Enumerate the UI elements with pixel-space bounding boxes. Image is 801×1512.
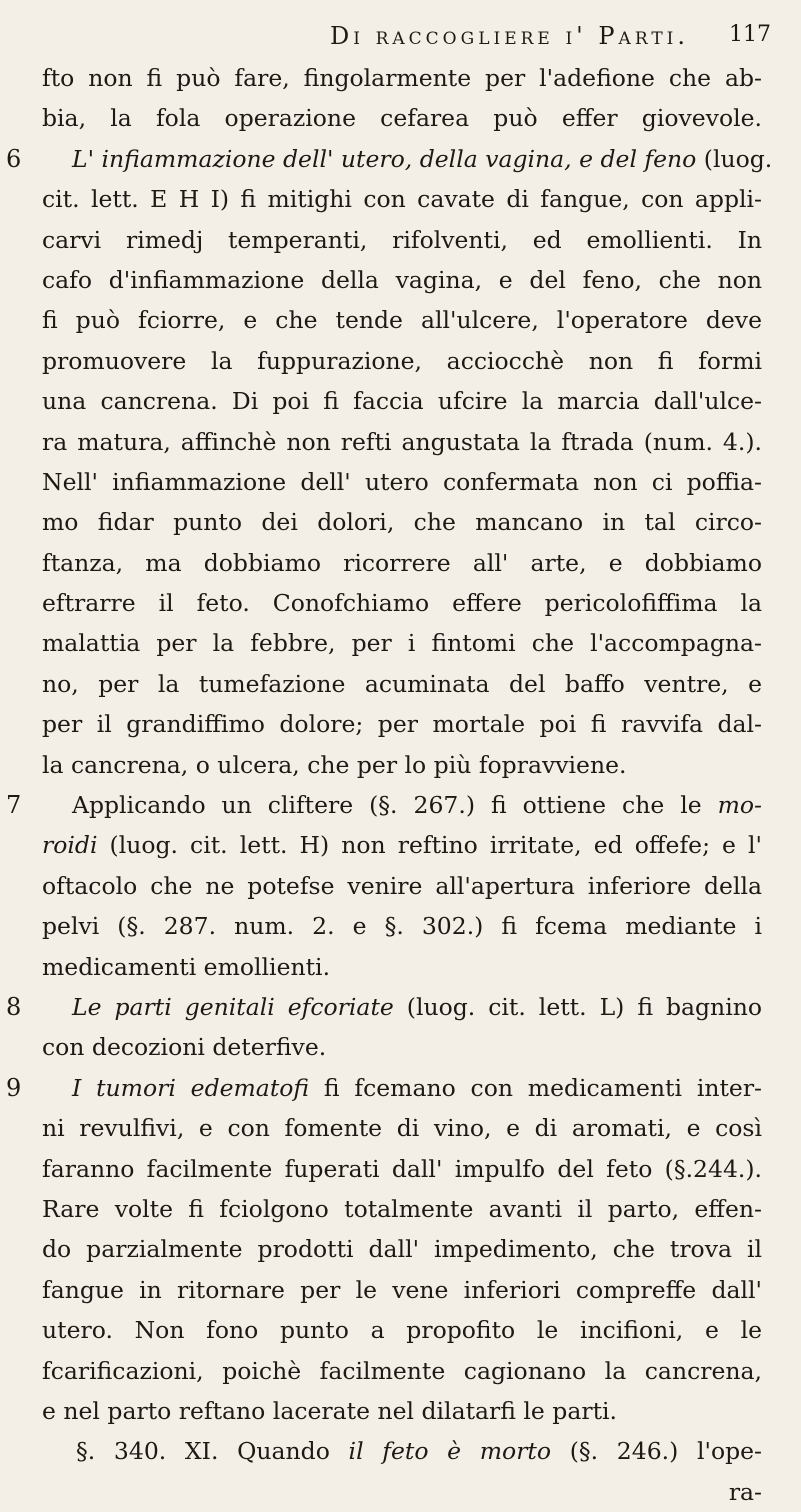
text-line <box>42 1431 762 1471</box>
margin-number: 7 <box>6 791 22 820</box>
text-segment: no, per la tumefazione acuminata del baffo ventre, e <box>42 669 762 698</box>
text-segment: per il grandiffimo dolore; per mortale poi fi ravvifa dal- <box>42 710 762 739</box>
text-segment: faranno facilmente fuperati dall' impulfo del feto (§.244.). <box>42 1154 762 1183</box>
text-line <box>42 502 762 542</box>
text-segment: Nell' infiammazione dell' utero confermata non ci poffia- <box>42 467 762 496</box>
text-segment: Rare volte fi fciolgono totalmente avanti il parto, effen- <box>42 1194 762 1223</box>
text-line <box>42 1149 762 1189</box>
text-segment: carvi rimedj temperanti, rifolventi, ed emollienti. In <box>42 225 762 254</box>
text-segment: §. 340. XI. Quando <box>76 1437 349 1466</box>
text-line <box>42 623 762 663</box>
italic-text: roidi <box>42 831 98 860</box>
running-head: Di raccogliere i' Parti. <box>330 22 689 50</box>
margin-number: 9 <box>6 1073 22 1102</box>
text-line <box>42 543 762 583</box>
text-line <box>42 381 762 421</box>
text-line <box>42 341 762 381</box>
body-text <box>6 58 773 1512</box>
text-line <box>42 1472 762 1512</box>
text-line <box>42 583 762 623</box>
text-line <box>42 1229 762 1269</box>
text-segment: fi può fciorre, e che tende all'ulcere, l'operatore deve <box>42 306 762 335</box>
italic-text: il feto è morto <box>348 1437 552 1466</box>
text-segment: bia, la fola operazione cefarea può effer giovevole. <box>42 104 762 133</box>
text-line <box>42 866 762 906</box>
margin-number: 8 <box>6 992 22 1021</box>
text-line <box>42 745 762 785</box>
text-segment: e nel parto reftano lacerate nel dilatarfi le parti. <box>42 1396 618 1425</box>
text-segment: cafo d'infiammazione della vagina, e del feno, che non <box>42 265 762 294</box>
text-line <box>42 260 762 300</box>
text-segment: (§. 246.) l'ope- <box>551 1437 762 1466</box>
text-segment: medicamenti emollienti. <box>42 952 331 981</box>
text-segment: fto non fi può fare, fingolarmente per l'adefione che ab- <box>42 64 762 92</box>
text-segment: (luog. cit. lett. L) fi bagnino <box>393 992 762 1021</box>
italic-text: mo- <box>717 791 762 820</box>
text-segment: una cancrena. Di poi fi faccia ufcire la marcia dall'ulce- <box>42 387 762 416</box>
text-line <box>6 987 762 1027</box>
text-line <box>42 1189 762 1229</box>
text-segment: do parzialmente prodotti dall' impedimento, che trova il <box>42 1235 762 1264</box>
text-line <box>42 825 762 865</box>
text-segment: fi fcemano con medicamenti inter- <box>309 1073 762 1102</box>
text-segment: ni revulfivi, e con fomente di vino, e di aromati, e così <box>42 1114 762 1143</box>
text-line <box>42 1027 762 1067</box>
text-segment: promuovere la fuppurazione, acciocchè non fi formi <box>42 346 762 375</box>
text-segment: mo fidar punto dei dolori, che mancano in tal circo- <box>42 508 762 537</box>
text-line <box>42 422 762 462</box>
text-segment: oftacolo che ne potefse venire all'apertura inferiore della <box>42 871 762 900</box>
margin-number: 6 <box>6 144 22 173</box>
text-line <box>42 300 762 340</box>
text-segment: fangue in ritornare per le vene inferiori compreffe dall' <box>42 1275 762 1304</box>
text-line <box>6 1068 762 1108</box>
text-segment: Applicando un cliftere (§. 267.) fi ottiene che le <box>72 791 718 820</box>
text-line <box>6 139 773 179</box>
text-segment: pelvi (§. 287. num. 2. e §. 302.) fi fcema mediante i <box>42 912 762 941</box>
italic-text: Le parti genitali efcoriate <box>72 992 394 1021</box>
page-header <box>0 16 801 56</box>
text-line <box>42 1108 762 1148</box>
text-segment: fcarificazioni, poichè facilmente cagionano la cancrena, <box>42 1356 762 1385</box>
text-segment: (luog. <box>696 144 773 173</box>
italic-text: I tumori edematofi <box>72 1073 310 1102</box>
text-segment: (luog. cit. lett. H) non reftino irritate, ed offefe; e l' <box>97 831 762 860</box>
text-segment: cit. lett. E H I) fi mitighi con cavate di fangue, con appli- <box>42 185 762 214</box>
text-line <box>42 462 762 502</box>
text-segment: ftanza, ma dobbiamo ricorrere all' arte, e dobbiamo <box>42 548 762 577</box>
text-segment: la cancrena, o ulcera, che per lo più fopravviene. <box>42 750 627 779</box>
text-segment: utero. Non fono punto a propofito le incifioni, e le <box>42 1316 762 1345</box>
text-segment: eftrarre il feto. Conofchiamo effere pericolofiffima la <box>42 589 762 618</box>
text-line <box>42 58 762 98</box>
text-segment: ra- <box>728 1477 762 1506</box>
text-segment: con decozioni deterfive. <box>42 1033 327 1062</box>
italic-text: L' infiammazione dell' utero, della vagina, e del feno <box>72 144 697 173</box>
text-line <box>42 704 762 744</box>
text-segment: malattia per la febbre, per i fintomi che l'accompagna- <box>42 629 762 658</box>
text-line <box>42 1351 762 1391</box>
text-line <box>42 1270 762 1310</box>
text-line <box>42 947 762 987</box>
page-number: 117 <box>729 22 771 47</box>
text-line <box>42 664 762 704</box>
text-line <box>42 1391 762 1431</box>
text-segment: ra matura, affinchè non refti angustata la ftrada (num. 4.). <box>42 427 762 456</box>
text-line <box>42 220 762 260</box>
text-line <box>6 785 762 825</box>
text-line <box>42 1310 762 1350</box>
text-line <box>42 179 762 219</box>
text-line <box>42 98 762 138</box>
text-line <box>42 906 762 946</box>
